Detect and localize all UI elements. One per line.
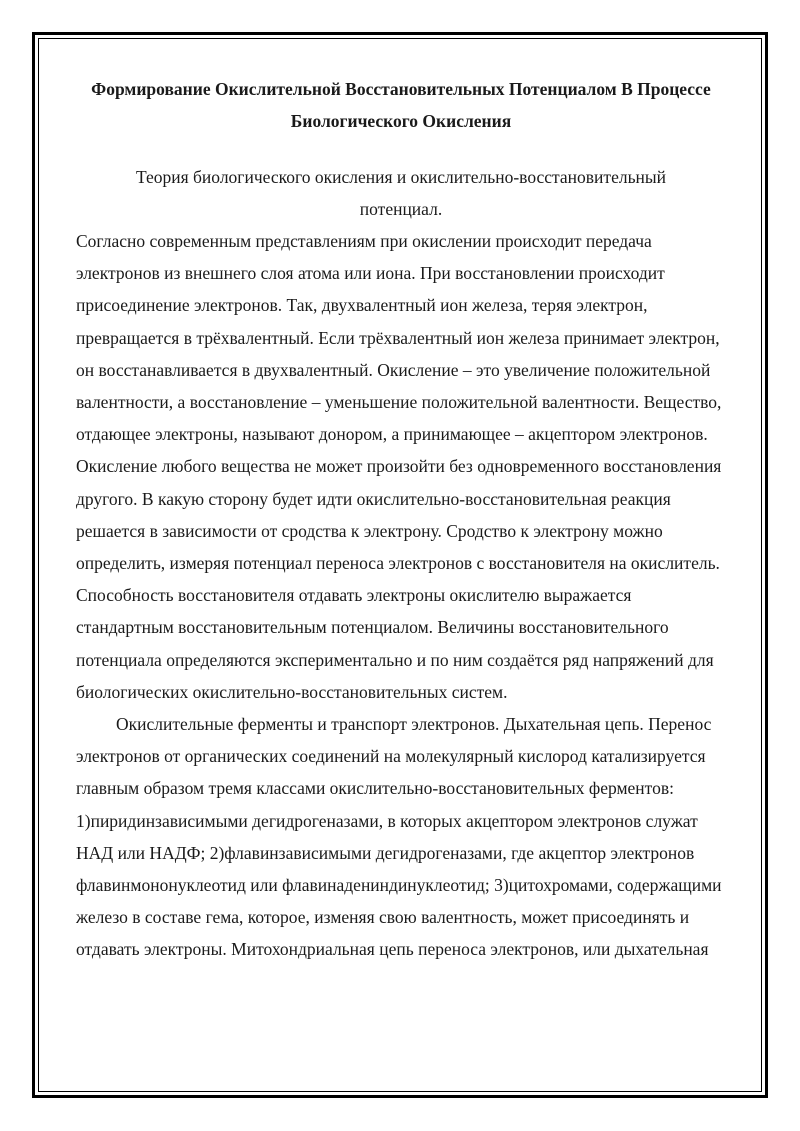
paragraph-1: Согласно современным представлениям при окислении происходит передача электронов из внешнего слоя атома или иона. При восстановлении происходит присоединение электронов. Так, двухвалентный ион железа, теряя электрон, превращается в трёхвалентный. Если трёхвалентный ион железа принимает электрон, он восстанавливается в двухвалентный. Окисление – это увеличение положительной валентности, а восстановление – уменьшение положительной валентности. Вещество, отдающее электроны, называют донором, а принимающее – акцептором электронов. Окисление любого вещества не может произойти без одновременного восстановления другого. В какую сторону будет идти окислительно-восстановительная реакция решается в зависимости от сродства к электрону. Сродство к электрону можно определить, измеряя потенциал переноса электронов с восстановителя на окислитель. Способность восстановителя отдавать электроны окислителю выражается стандартным восстановительным потенциалом. Величины восстановительного потенциала определяются экспериментально и по ним создаётся ряд напряжений для биологических окислительно-восстановительных систем. (76, 231, 722, 702)
section-subtitle: Теория биологического окисления и окислительно-восстановительный потенциал. (135, 167, 667, 219)
document-body (76, 69, 726, 966)
document-title: Формирование Окислительной Восстановительных Потенциалом В Процессе Биологического Окисления (91, 79, 711, 131)
paragraph-2: Окислительные ферменты и транспорт электронов. Дыхательная цепь. Перенос электронов от органических соединений на молекулярный кислород катализируется главным образом тремя классами окислительно-восстановительных ферментов: 1)пиридинзависимыми дегидрогеназами, в которых акцептором электронов служат НАД или НАДФ; 2)флавинзависимыми дегидрогеназами, где акцептор электронов флавинмононуклеотид или флавинадениндинуклеотид; 3)цитохромами, содержащими железо в составе гема, которое, изменяя свою валентность, может присоединять и отдавать электроны. Митохондриальная цепь переноса электронов, или дыхательная (76, 714, 722, 960)
